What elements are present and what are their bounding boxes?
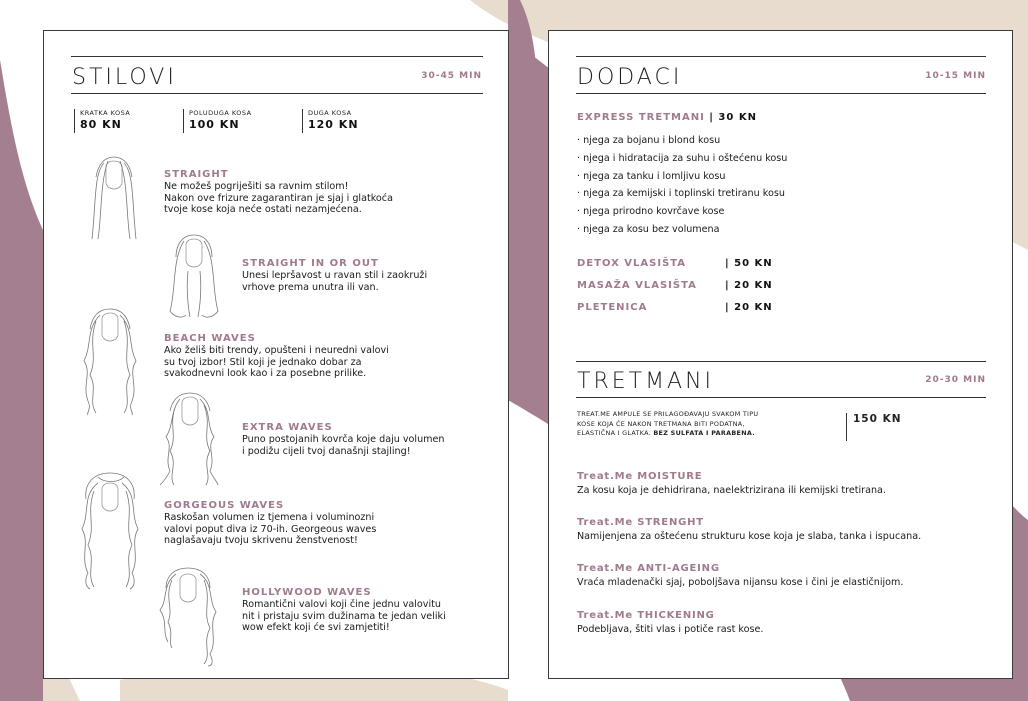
price-poluduga: POLUDUGA KOSA 100 KN [183,109,252,133]
express-list [577,132,787,239]
title-rule [576,93,986,94]
list-item: · njega za tanku i lomljivu kosu [577,170,726,182]
tretmani-title: TRETMANI [577,369,715,394]
extra-price-detox: | 50 KN [725,258,773,269]
tretmani-price: 150 KN [846,413,902,441]
style-straight: STRAIGHT Ne možeš pogriješiti sa ravnim stilom! Nakon ove frizure zagarantiran je sjaj i glatkoća tvoje kose koja neće ostati nezamjećena. [164,169,393,215]
gorgeous-waves-hair-illustration [78,469,144,589]
list-item: · njega za kemijski i toplinski tretiranu kosu [577,188,785,200]
stilovi-panel [43,30,509,679]
beach-waves-hair-illustration [78,305,142,415]
tretmani-title-rule [576,397,986,398]
price-duga: DUGA KOSA 120 KN [302,109,359,133]
style-beach-waves: BEACH WAVES Ako želiš biti trendy, opušteni i neuredni valovi su tvoj izbor! Stil koji je jednako dobar za svakodnevni look kao i za posebne prilike. [164,333,389,379]
style-straight-in-or-out: STRAIGHT IN OR OUT Unesi lepršavost u ravan stil i zaokruži vrhove prema unutra ili van. [242,258,428,293]
treat-strenght: Treat.Me STRENGHT Namijenjena za oštećenu strukturu kose koja je slaba, tanka i ispucana. [577,517,922,542]
style-name: HOLLYWOOD WAVES [242,587,372,598]
style-name: EXTRA WAVES [242,422,333,433]
extra-waves-hair-illustration [156,391,220,487]
extra-label-pletenica: PLETENICA [577,302,648,313]
dodaci-title: DODACI [577,65,683,90]
straight-in-out-hair-illustration [164,231,224,323]
extra-label-detox: DETOX VLASIŠTA [577,258,687,269]
express-heading: EXPRESS TRETMANI | 30 KN [577,112,757,123]
straight-hair-illustration [84,153,144,241]
treat-anti-ageing: Treat.Me ANTI-AGEING Vraća mladenački sjaj, poboljšava nijansu kose i čini je elastičnijom. [577,563,904,588]
style-name: STRAIGHT [164,169,229,180]
tretmani-note: TREAT.ME AMPULE SE PRILAGOĐAVAJU SVAKOM TIPU KOSE KOJA ĆE NAKON TRETMANA BITI PODATNA, ELASTIČNA I GLATKA. BEZ SULFATA I PARABENA. [577,410,759,438]
dodaci-tretmani-panel [548,30,1013,679]
style-hollywood-waves: HOLLYWOOD WAVES Romantični valovi koji čine jednu valovitu nit i pristaju svim dužinama te jedan veliki wow efekt koji će svi zamjetiti! [242,587,446,633]
list-item: · njega za bojanu i blond kosu [577,135,721,146]
title-rule [71,93,483,94]
tretmani-duration: 20-30 MIN [925,375,986,385]
style-name: GORGEOUS WAVES [164,500,285,511]
tretmani-top-rule [576,361,986,362]
top-rule [71,56,483,57]
list-item: · njega i hidratacija za suhu i oštećenu kosu [577,152,788,164]
treat-moisture: Treat.Me MOISTURE Za kosu koja je dehidrirana, naelektrizirana ili kemijski tretirana. [577,471,886,496]
stilovi-duration: 30-45 MIN [421,71,482,81]
stilovi-title: STILOVI [72,65,177,90]
top-rule [576,56,986,57]
hollywood-waves-hair-illustration [156,566,222,666]
treat-thickening: Treat.Me THICKENING Podebljava, štiti vlas i potiče rast kose. [577,610,764,635]
extra-label-masaza: MASAŽA VLASIŠTA [577,280,697,291]
list-item: · njega za kosu bez volumena [577,223,720,235]
extra-price-masaza: | 20 KN [725,280,773,291]
style-gorgeous-waves: GORGEOUS WAVES Raskošan volumen iz tjemena i voluminozni valovi poput diva iz 70-ih. Georgeous waves naglašavaju tvoju skrivenu ženstvenost! [164,500,377,546]
style-name: STRAIGHT IN OR OUT [242,258,379,269]
dodaci-duration: 10-15 MIN [925,71,986,81]
extra-price-pletenica: | 20 KN [725,302,773,313]
list-item: · njega prirodno kovrčave kose [577,206,725,218]
style-name: BEACH WAVES [164,333,256,344]
style-extra-waves: EXTRA WAVES Puno postojanih kovrča koje daju volumen i podižu cijeli tvoj današnji stajling! [242,422,445,457]
price-kratka: KRATKA KOSA 80 KN [74,109,130,133]
